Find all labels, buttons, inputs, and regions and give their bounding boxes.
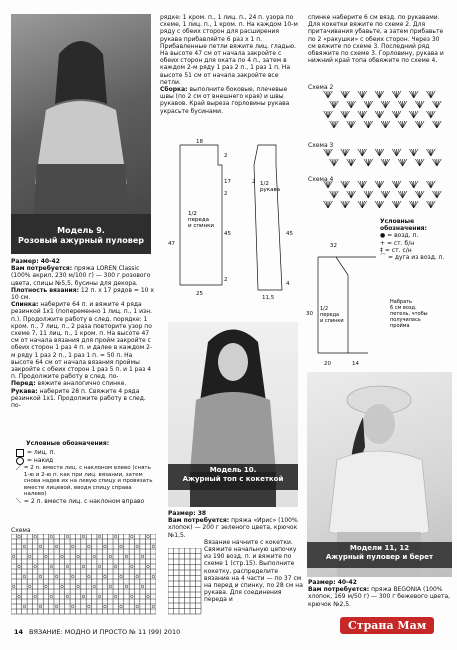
model11-caption-title: Ажурный пуловер и берет <box>325 553 434 561</box>
model9-needs-label: Вам потребуется: <box>11 265 73 273</box>
legend-right-title: Условные обозначения: <box>380 218 427 233</box>
double-crochet-icon: ‡ <box>380 246 383 254</box>
front-back-label: 1/2 переда и спинки <box>320 306 344 324</box>
legend-left-item: = накид <box>27 457 54 465</box>
assembly-text: выполните боковые, плечевые швы (по 2 см от внешнего края) и швы рукавов. Край выреза горловины рукава украсьте бусинами. <box>160 86 290 115</box>
model11-needs-label: Вам потребуется: <box>308 586 370 594</box>
legend-right-item: = ст. б/н <box>386 239 415 247</box>
legend-left-title: Условные обозначения: <box>26 440 110 447</box>
model9-sleeve-text: наберите 28 п. Свяжите 4 ряда резинкой 1х1. Продолжите работу в след. по- <box>11 387 146 410</box>
model9-caption-title: Розовый ажурный пуловер <box>18 236 144 245</box>
model9-back-text: наберите 64 п. и вяжите 4 ряда резинкой 1х1 (попеременно 1 лиц. п., 1 изн. п.). Продолжите работу в след. порядке: 1 кром. п., 7 лиц. п., 2 раза повторите узор по схеме 7, 11 лиц. п., 1 кром. п. На высоте 47 см от начала вязания для пройм закройте с обеих сторон 1 раз 4 п. и далее в каждом 2-м ряду 1 раз 2 п., 1 раз 1 п. = 50 п. На высоте 64 см от начала вязания проймы закройте с обеих сторон 1 раз 5 п. и 1 раз 4 п. Продолжите работу в след. по- <box>11 301 153 381</box>
model9-instructions <box>11 258 156 409</box>
model10-photo <box>168 322 298 507</box>
schema3-chart <box>320 148 450 170</box>
model11-needs-text: пряжа BEGONIA (100% хлопок, 169 м/50 г) — 300 г бежевого цвета, крючок №2,5. <box>308 586 451 608</box>
model9-front-text: вяжите аналогично спинке. <box>37 380 127 388</box>
dim-label: 4 <box>286 281 290 287</box>
model9-caption-number: Модель 9. <box>57 226 105 235</box>
model10-caption-number: Модель 10. <box>209 466 257 474</box>
schema4-chart <box>320 180 450 210</box>
model9-size: Размер: 40-42 <box>11 258 60 265</box>
chain-icon: ● <box>380 232 386 240</box>
model9-figure <box>11 14 151 254</box>
k2tog-left-icon: ⟋ <box>16 464 21 473</box>
model9-sleeve-label: Рукава: <box>11 387 38 395</box>
dim-label: 18 <box>196 139 203 145</box>
dim-label: 47 <box>168 241 175 247</box>
legend-left-item: = лиц. п. <box>27 449 56 457</box>
single-crochet-icon: + <box>380 239 386 247</box>
legend-right-item: = возд. п. <box>387 232 419 240</box>
model10-mini-grid <box>168 548 202 618</box>
model11-instructions <box>308 579 453 608</box>
model10-body-text: Вязание начните с кокетки. Свяжите начальную цепочку из 190 возд. п. и вяжите по схеме 1 (стр.15). Выполните кокетку, распределите вязание на 4 части — по 37 см на перед и спинку, по 28 см на рукава. Для соединения переда и <box>204 538 303 604</box>
dim-label: 30 <box>306 311 313 317</box>
page-footer <box>14 628 180 636</box>
body-piece-outline <box>180 145 222 285</box>
col2-sleeve-text: рядке: 1 кром. п., 1 лиц. п., 24 п. узора по схеме, 1 лиц. п., 1 кром. п. На каждом 10-м ряду с обеих сторон для расширения рукава прибавляйте 6 раз x 1 п. Прибавленные петли вяжите лиц. гладью. На высоте 47 см от начала закройте с обеих сторон для оката по 4 п., затем в каждом 2-м ряду 1 раз 2 п., 1 раз 1 п. На высоте 51 см от начала закройте все петли. <box>160 14 298 86</box>
schema2-chart <box>320 90 450 132</box>
legend-left-item: = 2 п. вместе лиц. с наклоном влево (снять 1-ю и 2-ю п. как при лиц. вязании, затем снова надев их на левую спицу и провязать вместе лицевой, вводя спицу справа налево) <box>23 465 153 498</box>
model9-density-text: 12 п. х 17 рядов = 10 х 10 см. <box>11 286 154 302</box>
dim-label: 2 <box>224 277 228 283</box>
model10-needs-label: Вам потребуется: <box>168 517 230 525</box>
col3-text: спинке наберите 6 см вязд. по рукавами. Для кокетки вяжите по схеме 2. Для притачивания убавьте, а затем прибавьте по 2 «ракушки» с обеих сторон. Через 30 см вяжите по схеме 3. Последний ряд обвяжите по схеме 3. Горловину, рукава и нижний край топа обвяжите по схеме 4. <box>308 14 444 65</box>
model9-back-label: Спинка: <box>11 301 39 309</box>
model9-photo <box>11 14 151 254</box>
pattern-diagram-model10 <box>306 235 456 375</box>
dim-label: 45 <box>224 231 231 237</box>
sleeve-label: 1/2 рукава <box>260 181 281 193</box>
model9-density-label: Плотность вязания: <box>11 286 79 294</box>
chain-arc-icon: ⌒ <box>380 254 387 262</box>
model9-front-label: Перед: <box>11 380 36 388</box>
model9-needs-text: пряжа LOREN Classic (100% акрил, 230 м/100 г) — 300 г розового цвета, спицы №5,5, бусины для декора. <box>11 265 151 287</box>
assembly-label: Сборка: <box>160 86 188 94</box>
dim-label: 2 <box>224 153 228 159</box>
legend-left <box>16 440 156 505</box>
dim-label: 2 <box>224 191 228 197</box>
legend-right-item: = ст. с/н <box>384 246 412 254</box>
k2tog-right-icon: ⟍ <box>16 496 21 505</box>
model10-needs-text: пряжа «Ирис» (100% хлопок) — 200 г зеленого цвета, крючок №1,5. <box>168 517 298 539</box>
watermark-text: Страна Мам <box>348 619 427 632</box>
dim-label: 17 <box>224 179 231 185</box>
model11-photo <box>307 372 452 577</box>
schema3-label: Схема 3 <box>308 142 334 149</box>
page-number: 14 <box>14 628 24 636</box>
model10-size: Размер: 38 <box>168 510 207 517</box>
col2-text <box>160 14 300 115</box>
pattern-diagram-model9 <box>158 135 308 310</box>
watermark <box>340 617 434 634</box>
dim-label: 14 <box>352 361 359 367</box>
schema1-chart-grid <box>11 534 156 616</box>
model11-size: Размер: 40-42 <box>308 579 357 586</box>
dim-label: 11,5 <box>262 295 275 301</box>
schema1-label: Схема <box>11 527 31 534</box>
model10-caption-title: Ажурный топ с кокеткой <box>182 475 284 483</box>
dim-label: 25 <box>196 291 203 297</box>
legend-left-item: = 2 п. вместе лиц. с наклоном вправо <box>23 497 145 505</box>
legend-right-item: = дуга из возд. п. <box>387 254 445 262</box>
dim-label: 32 <box>330 243 337 249</box>
schema4-label: Схема 4 <box>308 176 334 183</box>
magazine-title: ВЯЗАНИЕ: МОДНО И ПРОСТО № 11 (99) 2010 <box>29 628 181 636</box>
model11-caption-number: Модели 11, 12 <box>349 544 410 552</box>
front-back-label: 1/2 переда и спинки <box>188 211 215 229</box>
dim-label: 20 <box>324 361 331 367</box>
sleeve-piece-outline <box>254 145 282 290</box>
top-piece-outline <box>318 257 348 353</box>
armhole-note: Набрать 6 см возд. петель, чтобы получилась пройма <box>390 299 428 329</box>
knit-stitch-icon <box>16 449 24 457</box>
dim-label: 2 <box>252 179 256 185</box>
schema2-label: Схема 2 <box>308 84 334 91</box>
dim-label: 45 <box>286 231 293 237</box>
